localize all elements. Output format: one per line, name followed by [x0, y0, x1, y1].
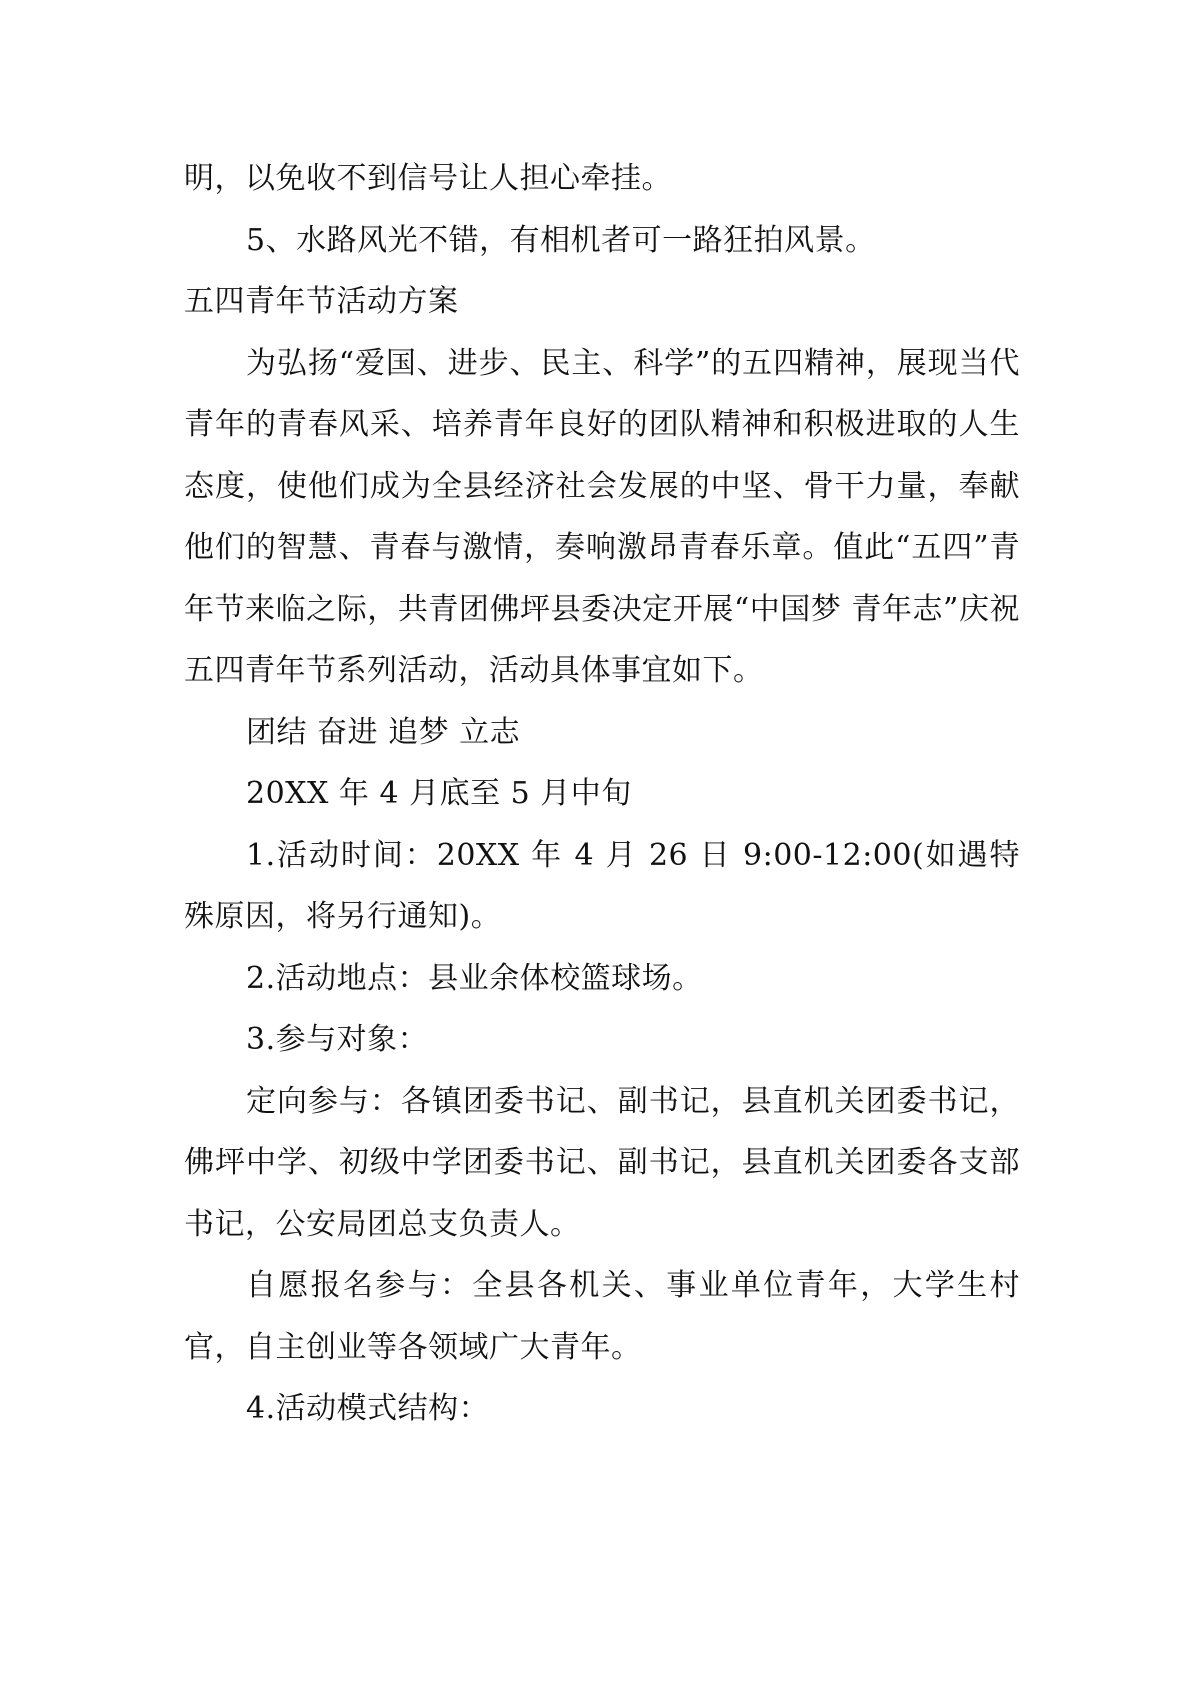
paragraph-participants-heading: 3.参与对象：	[246, 1022, 429, 1057]
paragraph-time: 1.活动时间：20XX 年 4 月 26 日 9:00-12:00(如遇特殊原因，将另行通知)。	[184, 837, 1020, 934]
paragraph-period: 20XX 年 4 月底至 5 月中旬	[246, 776, 632, 811]
section-heading: 五四青年节活动方案	[184, 284, 459, 319]
paragraph-location: 2.活动地点：县业余体校篮球场。	[246, 960, 703, 996]
paragraph-intro: 为弘扬“爱国、进步、民主、科学”的五四精神，展现当代青年的青春风采、培养青年良好的团队精神和积极进取的人生态度，使他们成为全县经济社会发展的中坚、骨干力量，奉献他们的智慧、青春与激情，奏响激昂青春乐章。值此“五四”青年节来临之际，共青团佛坪县委决定开展“中国梦 青年志”庆祝五四青年节系列活动，活动具体事宜如下。	[184, 345, 1020, 688]
paragraph-continuation: 明，以免收不到信号让人担心牵挂。	[184, 161, 672, 196]
document-body	[184, 148, 1020, 1440]
paragraph-volunteer-participants: 自愿报名参与：全县各机关、事业单位青年，大学生村官，自主创业等各领域广大青年。	[184, 1268, 1020, 1365]
paragraph-designated-participants: 定向参与：各镇团委书记、副书记，县直机关团委书记，佛坪中学、初级中学团委书记、副书记，县直机关团委各支部书记，公安局团总支负责人。	[184, 1083, 1020, 1242]
paragraph-theme: 团结 奋进 追梦 立志	[246, 714, 521, 750]
paragraph-tip-5: 5、水路风光不错，有相机者可一路狂拍风景。	[246, 222, 876, 258]
paragraph-structure-heading: 4.活动模式结构：	[246, 1391, 490, 1426]
